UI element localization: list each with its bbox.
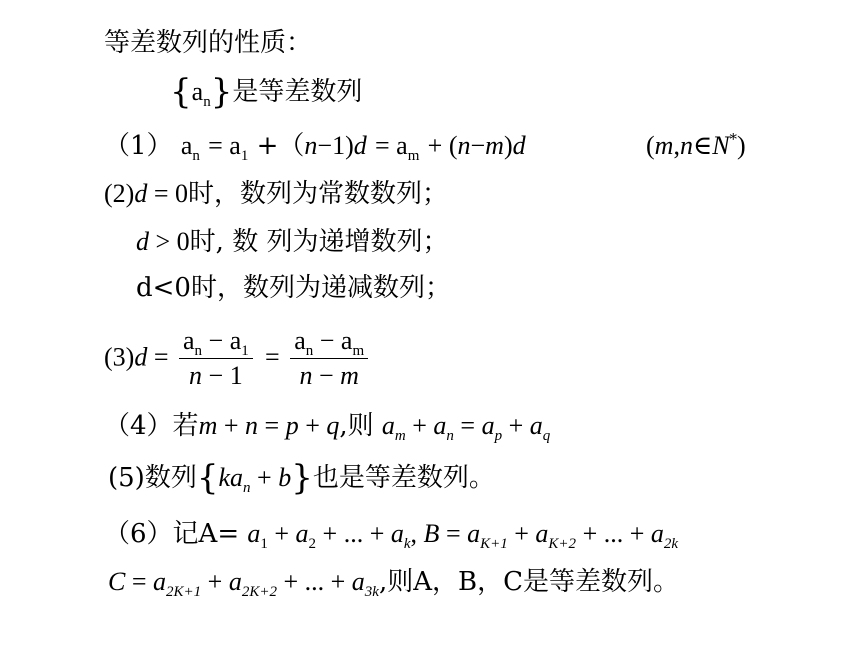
- fraction-1: $\frac{a_n - a_1}{n - 1}$: [179, 326, 253, 391]
- definition-line: $\{a_n\}$是等差数列: [170, 72, 363, 112]
- title: 等差数列的性质：: [104, 28, 313, 58]
- property-1-condition: (m,n∈N*): [646, 130, 746, 160]
- property-3: (3)d = $\frac{a_n - a_1}{n - 1}$ = $\frac{a_n - a_m}{n - m}$: [104, 326, 372, 391]
- property-1: （1） $a_n = a_1 +(n-1)d = a_m + (n-m)d$: [104, 131, 526, 164]
- fraction-2: $\frac{a_n - a_m}{n - m}$: [290, 326, 368, 391]
- property-6-line-2: $C = a_{2K+1} + a_{2K+2}$ + ... + $a_{3k}$,则A，B，C是等差数列。: [108, 567, 680, 600]
- property-6-line-1: （6）记$A= a_1 + a_2$ + ... + $a_k$, $B = a_{K+1} + a_{K+2}$ + ... + $a_{2k}$: [104, 519, 679, 552]
- property-2-line-2: d > 0时, 数 列为递增数列；: [136, 227, 449, 257]
- property-5: (5)数列$\{ka_n + b\}$也是等差数列。: [108, 458, 495, 498]
- property-2-line-3: d<0时，数列为递减数列；: [136, 273, 451, 303]
- property-2-line-1: (2)d = 0时，数列为常数数列；: [104, 179, 449, 209]
- property-4: （4）若m + n = p + q,则 $a_m + a_n = a_p + a_q$: [104, 411, 551, 444]
